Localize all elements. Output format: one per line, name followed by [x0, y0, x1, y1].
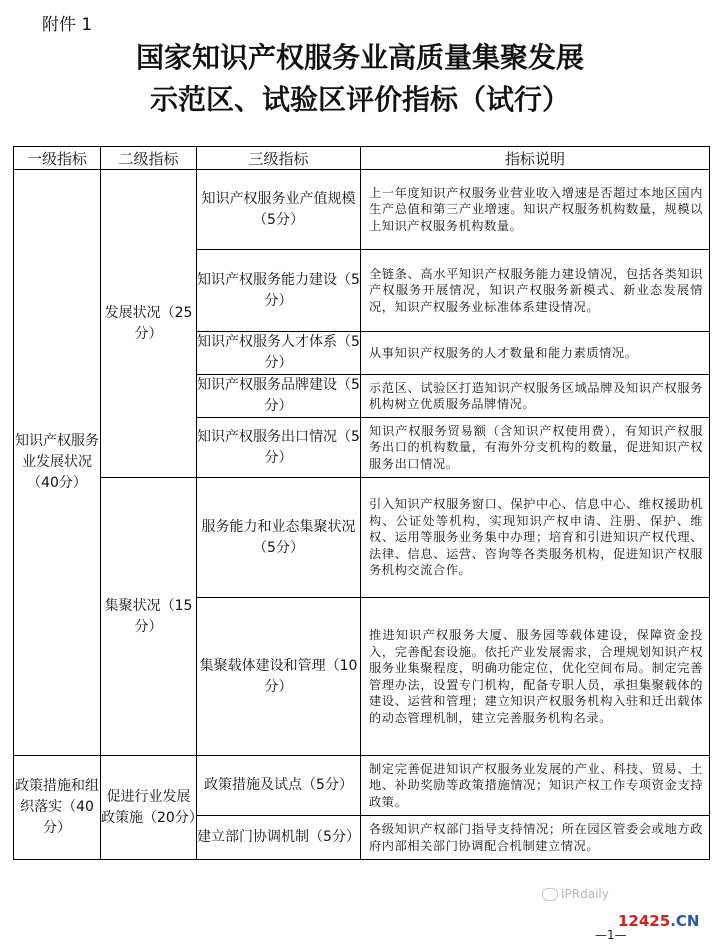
level3-cell: 政策措施及试点（5分）: [197, 756, 361, 816]
level3-cell: 知识产权服务品牌建设（5分）: [197, 375, 361, 418]
description-cell: 示范区、试验区打造知识产权服务区域品牌及知识产权服务机构树立优质服务品牌情况。: [361, 375, 710, 418]
column-header-level1: 一级指标: [14, 147, 101, 170]
attachment-label: 附件 1: [42, 15, 93, 35]
document-title-line-2: 示范区、试验区评价指标（试行）: [149, 83, 570, 116]
level3-cell: 服务能力和业态集聚状况（5分）: [197, 478, 361, 598]
description-cell: 引入知识产权服务窗口、保护中心、信息中心、维权援助机构、公证处等机构，实现知识产权申请、注册、保护、维权、运用等服务业务集中办理；培育和引进知识产权代理、法律、信息、运营、咨询等各类服务机构，促进知识产权服务机构交流合作。: [361, 478, 710, 598]
site-number: 12425: [618, 912, 671, 930]
level3-cell: 知识产权服务出口情况（5分）: [197, 418, 361, 478]
table-row: [14, 756, 710, 816]
description-cell: 制定完善促进知识产权服务业发展的产业、科技、贸易、土地、补助奖励等政策措施情况；知识产权工作专项资金支持政策。: [361, 756, 710, 816]
level3-cell: 集聚载体建设和管理（10分）: [197, 598, 361, 756]
indicator-table: [13, 146, 710, 860]
table-row: [14, 478, 710, 598]
site-logo: [618, 912, 699, 930]
level2-cell: 促进行业发展政策施（20分）: [101, 756, 197, 860]
watermark-text: IPRdaily: [561, 887, 609, 901]
description-cell: 知识产权服务贸易额（含知识产权使用费），有知识产权服务出口的机构数量，有海外分支机构的数量，促进知识产权服务出口情况。: [361, 418, 710, 478]
level1-cell: 政策措施和组织落实（40分）: [14, 756, 101, 860]
table-header-row: [14, 147, 710, 170]
description-cell: 从事知识产权服务的人才数量和能力素质情况。: [361, 332, 710, 375]
document-title-line-1: 国家知识产权服务业高质量集聚发展: [135, 41, 584, 74]
level3-cell: 知识产权服务业产值规模（5分）: [197, 170, 361, 250]
level2-cell: 集聚状况（15分）: [101, 478, 197, 756]
description-cell: 上一年度知识产权服务业营业收入增速是否超过本地区国内生产总值和第三产业增速。知识产权服务机构数量，规模以上知识产权服务机构数量。: [361, 170, 710, 250]
level3-cell: 建立部门协调机制（5分）: [197, 816, 361, 860]
level3-cell: 知识产权服务人才体系（5分）: [197, 332, 361, 375]
column-header-level2: 二级指标: [101, 147, 197, 170]
site-suffix: .CN: [670, 912, 700, 930]
wechat-icon: [542, 888, 558, 901]
column-header-level3: 三级指标: [197, 147, 361, 170]
description-cell: 全链条、高水平知识产权服务能力建设情况，包括各类知识产权服务开展情况，知识产权服务新模式、新业态发展情况，知识产权服务业标准体系建设情况。: [361, 250, 710, 332]
level1-cell: 知识产权服务业发展状况（40分）: [14, 170, 101, 756]
column-header-description: 指标说明: [361, 147, 710, 170]
table-row: [14, 170, 710, 250]
level2-cell: 发展状况（25分）: [101, 170, 197, 478]
level3-cell: 知识产权服务能力建设（5分）: [197, 250, 361, 332]
description-cell: 推进知识产权服务大厦、服务园等载体建设，保障资金投入，完善配套设施。依托产业发展需求，合理规划知识产权服务业集聚程度，明确功能定位，优化空间布局。制定完善管理办法，设置专门机构，配备专职人员，承担集聚载体的建设、运营和管理；建立知识产权服务机构入驻和迁出载体的动态管理机制，建立完善服务机构名录。: [361, 598, 710, 756]
description-cell: 各级知识产权部门指导支持情况；所在园区管委会或地方政府内部相关部门协调配合机制建立情况。: [361, 816, 710, 860]
wechat-watermark: [542, 887, 609, 901]
page-number: —1—: [595, 928, 627, 942]
